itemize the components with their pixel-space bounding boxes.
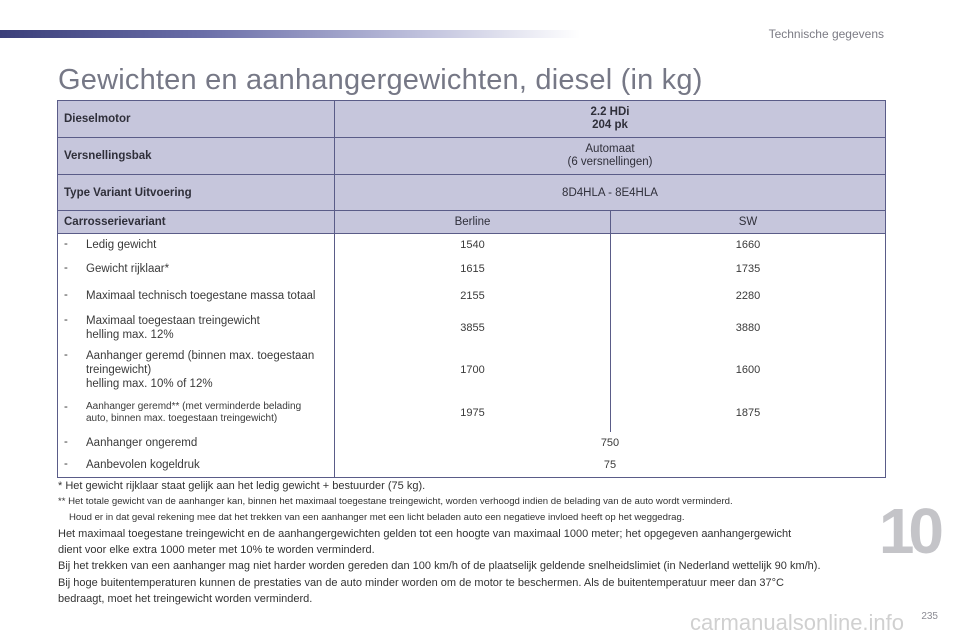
row-sw: 1600: [611, 346, 886, 394]
body-label: Carrosserievariant: [58, 211, 335, 234]
row-dash: -: [64, 400, 68, 413]
row-sw: 1735: [611, 257, 886, 282]
body-berline: Berline: [335, 211, 611, 234]
weights-table: [57, 100, 886, 478]
row-label: Gewicht rijklaar*: [86, 263, 170, 275]
engine-value: 2.2 HDi 204 pk: [335, 101, 886, 138]
row-berline: 1700: [335, 346, 611, 394]
engine-label: Dieselmotor: [58, 101, 335, 138]
paragraph-1-cont: dient voor elke extra 1000 meter met 10% te worden verminderd.: [58, 544, 375, 557]
gearbox-row: [58, 138, 886, 175]
page-title: Gewichten en aanhangergewichten, diesel (in kg): [58, 64, 703, 96]
row-sw: 2280: [611, 282, 886, 310]
table-row: [58, 454, 886, 478]
row-both: 75: [335, 454, 886, 478]
row-berline: 1615: [335, 257, 611, 282]
row-sw: 3880: [611, 310, 886, 346]
page-number: 235: [921, 611, 938, 622]
body-row: [58, 211, 886, 234]
row-berline: 3855: [335, 310, 611, 346]
row-label: Maximaal toegestaan treingewicht helling max. 12%: [86, 314, 260, 341]
row-dash: -: [64, 313, 68, 326]
row-dash: -: [64, 435, 68, 448]
row-label: Ledig gewicht: [86, 239, 157, 252]
row-sw: 1660: [611, 234, 886, 257]
table-row: [58, 282, 886, 310]
row-label: Maximaal technisch toegestane massa totaal: [86, 289, 316, 302]
row-berline: 1975: [335, 394, 611, 432]
gearbox-label: Versnellingsbak: [58, 138, 335, 175]
type-value: 8D4HLA - 8E4HLA: [335, 175, 886, 211]
row-label: Aanhanger ongeremd: [86, 436, 198, 449]
table-row: [58, 234, 886, 257]
footnote-1: * Het gewicht rijklaar staat gelijk aan het ledig gewicht + bestuurder (75 kg).: [58, 480, 426, 492]
row-label: Aanhanger geremd** (met verminderde belading auto, binnen max. toegestaan treingewicht): [86, 400, 302, 424]
watermark: carmanualsonline.info: [690, 610, 905, 635]
row-dash: -: [64, 348, 68, 361]
table-row: [58, 310, 886, 346]
row-both: 750: [335, 432, 886, 454]
paragraph-3: Bij hoge buitentemperaturen kunnen de prestaties van de auto minder worden om de motor te beschermen. Als de buitentemperatuur meer dan 37°C: [58, 576, 784, 589]
header-gradient-bar: [0, 30, 580, 38]
footnotes: [58, 478, 888, 607]
table-row: [58, 394, 886, 432]
body-sw: SW: [611, 211, 886, 234]
paragraph-1: Het maximaal toegestane treingewicht en de aanhangergewichten gelden tot een hoogte van maximaal 1000 meter; het opgegeven aanhangergewicht: [58, 528, 792, 540]
table-row: [58, 257, 886, 282]
engine-row: [58, 101, 886, 138]
row-label: Aanbevolen kogeldruk: [86, 459, 200, 472]
paragraph-3-cont: bedraagt, moet het treingewicht worden verminderd.: [58, 592, 313, 605]
row-dash: -: [64, 458, 68, 471]
chapter-number: 10: [878, 495, 938, 567]
row-dash: -: [64, 288, 68, 301]
paragraph-2: Bij het trekken van een aanhanger mag niet harder worden gereden dan 100 km/h of de plaatselijk geldende snelheidslimiet (in Nederland wettelijk 90 km/h).: [58, 560, 821, 573]
row-berline: 1540: [335, 234, 611, 257]
table-row: [58, 432, 886, 454]
table-row: [58, 346, 886, 394]
section-label: Technische gegevens: [768, 27, 884, 41]
row-sw: 1875: [611, 394, 886, 432]
row-dash: -: [64, 262, 68, 274]
type-label: Type Variant Uitvoering: [58, 175, 335, 211]
footnote-2: ** Het totale gewicht van de aanhanger kan, binnen het maximaal toegestane treingewicht, worden verhoogd indien de belading van de auto wordt verminderd.: [58, 496, 733, 507]
row-dash: -: [64, 238, 68, 251]
row-berline: 2155: [335, 282, 611, 310]
gearbox-value: Automaat (6 versnellingen): [335, 138, 886, 175]
type-row: [58, 175, 886, 211]
row-label: Aanhanger geremd (binnen max. toegestaan treingewicht) helling max. 10% of 12%: [86, 349, 315, 390]
footnote-2-cont: Houd er in dat geval rekening mee dat het trekken van een aanhanger met een licht beladen auto een negatieve invloed heeft op het weggedrag.: [69, 512, 685, 523]
